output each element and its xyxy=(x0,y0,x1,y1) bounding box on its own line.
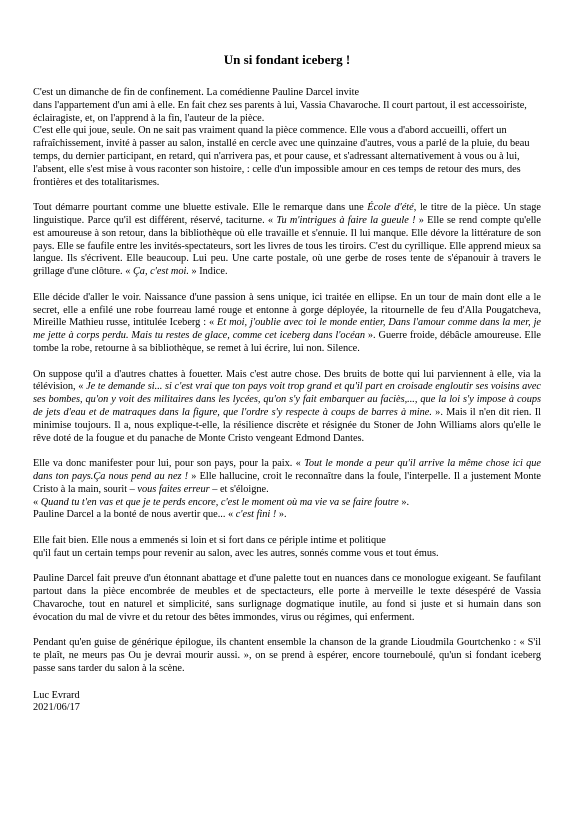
publication-date: 2021/06/17 xyxy=(33,702,80,714)
italic-quote: vous faites erreur xyxy=(137,483,210,495)
text-segment: » Indice. xyxy=(188,266,228,278)
italic-quote: Je te demande si... si c'est vrai que ton pays voit trop grand et qu'il part en croisade engloutir ses voisins avec ses bombes, qu'on y voit des militaires dans les lycées, qu'on s'y fait embarquer au faciès,..., que la loi s'y impose à coups de jets d'eau et de matraques dans la figure, que l'ordre s'y respecte à coups de barres à mine. xyxy=(33,381,541,418)
text-segment: C'est elle qui joue, seule. On ne sait pas vraiment quand la pièce commence. Elle vous a d'abord accueilli, offert un rafraîchissement, invité à passer au salon, installé en cercle avec une quinzaine d'autres, vous a parlé de la pluie, du beau temps, du dernier participant, en retard, qui n'arrivera pas, et pour cause, et s'adressant alternativement à vous ou à lui, l'absent, elle s'est mise à vous raconter son histoire, : celle d'un impossible amour en ces temps de retour des murs, des frontières et des totalitarismes. xyxy=(33,125,530,188)
text-segment: Elle va donc manifester pour lui, pour son pays, pour la paix. « xyxy=(33,458,305,470)
italic-quote: Tout le monde a peur qu'il arrive la même chose ici que dans ton pays.Ça nous pend au nez ! xyxy=(33,458,542,482)
text-segment: » Elle hallucine, croit le reconnaître dans la foule, l'interpelle. Il a justement Monte Cristo à la main, sourit – xyxy=(33,470,541,495)
italic-quote: École d'été xyxy=(367,202,414,214)
text-segment: Elle fait bien. Elle nous a emmenés si loin et si fort dans ce périple intime et politique xyxy=(33,534,386,546)
text-segment: ». Mais il n'en dit rien. Il minimise toujours. Il a, nous explique-t-elle, la résilience discrète et résignée du Stoner de John Williams alors qu'elle le rêve doté de la fougue et du panache de Monte Cristo vengeant Edmond Dantes. xyxy=(33,406,541,444)
text-segment: dans l'appartement d'un ami à elle. En fait chez ses parents à lui, Vassia Chavaroche. Il court partout, il est accessoiriste, éclairagiste, et, on l'apprend à la fin, l'auteur de la pièce. xyxy=(33,99,527,124)
text-segment: Elle décide d'aller le voir. Naissance d'une passion à sens unique, ici traitée en ellipse. En un tour de main dont elle a le secret, elle a enfilé une robe fourreau lamé rouge et entonne à gorge déployée, la ritournelle de feu d'Alla Pougatcheva, Mireille Mathieu russe, intitulée Iceberg : « xyxy=(33,291,541,329)
text-segment: « xyxy=(33,496,41,508)
text-segment: , le titre de la pièce. Un stage linguistique. Parce qu'il est différent, réservé, taciturne. « xyxy=(33,202,541,226)
text-segment: » Elle se rend compte qu'elle est amoureuse à son retour, dans la bibliothèque où elle travaille et s'ennuie. Il lui manque. Elle dévore la littérature de son pays. Elle se faufile entre les invités-spectateurs, sort les livres de tous les tiroirs. C'est du cyrillique. Elle apprend mieux sa langue. Ils s'écrivent. Elle beaucoup. Lui peu. Une carte postale, où une gerbe de roses tente de s'épanouir à travers le grillage d'une clôture. « xyxy=(33,214,541,278)
text-segment: Tout démarre pourtant comme une bluette estivale. Elle le remarque dans une xyxy=(33,202,368,214)
italic-quote: c'est fini ! xyxy=(235,509,277,521)
text-segment: – et s'éloigne. xyxy=(209,483,269,495)
text-segment: ». xyxy=(276,509,287,521)
text-segment: ». Guerre froide, débâcle amoureuse. Elle tombe la robe, retourne à sa bibliothèque, se remet à lui écrire, lui non. Silence. xyxy=(33,330,542,354)
article-paragraph xyxy=(33,202,541,279)
article-title: Un si fondant iceberg ! xyxy=(223,52,351,67)
article-paragraph xyxy=(33,292,541,356)
italic-quote: Et moi, j'oublie avec toi le monde entier, Dans l'amour comme dans la mer, je me jette à corps perdu. Mais tu restes de glace, comme cet iceberg dans l'océan xyxy=(33,317,542,342)
text-segment: Pendant qu'en guise de générique épilogue, ils chantent ensemble la chanson de la grande Lioudmila Gourtchenko : « S'il te plaît, ne meurs pas Ou je devrai mourir aussi. », on se prend à espérer, encore tourneboulé, qu'un si fondant iceberg passe sans tarder du salon à la scène. xyxy=(33,637,541,674)
article-paragraph xyxy=(33,535,541,561)
article-paragraph xyxy=(33,637,541,675)
text-segment: On suppose qu'il a d'autres chattes à fouetter. Mais c'est autre chose. Des bruits de botte qui lui parviennent à elle, via la télévision, « xyxy=(33,368,541,393)
text-segment: C'est un dimanche de fin de confinement. La comédienne Pauline Darcel invite xyxy=(33,87,360,98)
italic-quote: Tu m'intrigues à faire la gueule ! xyxy=(276,214,416,226)
italic-quote: Ça, c'est moi. xyxy=(132,266,189,278)
article-paragraph xyxy=(33,458,541,522)
article-paragraph xyxy=(33,369,541,446)
author-name: Luc Evrard xyxy=(33,689,80,701)
text-segment: qu'il faut un certain temps pour revenir au salon, avec les autres, sonnés comme vous et tout émus. xyxy=(33,547,439,559)
italic-quote: Quand tu t'en vas et que je te perds encore, c'est le moment où ma vie va se faire foutre xyxy=(40,496,399,508)
text-segment: Pauline Darcel a la bonté de nous avertir que... « xyxy=(33,509,236,521)
text-segment: Pauline Darcel fait preuve d'un étonnant abattage et d'une palette tout en nuances dans ce monologue exigeant. Se faufilant partout dans la pièce encombrée de meubles et de spectacteurs, elle porte à merveille le texte désespéré de Vassia Chavaroche, tout en naturel et simplicité, sans surlignage dogmatique inutile, au fond si juste et si humain dans son évocation du mal de vivre et du retour des bêtes immondes, virus ou régimes, qui enferment. xyxy=(33,573,541,623)
text-segment: ». xyxy=(398,496,410,508)
article-paragraph xyxy=(33,87,541,189)
signature-block xyxy=(33,690,541,716)
article-body xyxy=(33,87,541,676)
article-paragraph xyxy=(33,573,541,624)
